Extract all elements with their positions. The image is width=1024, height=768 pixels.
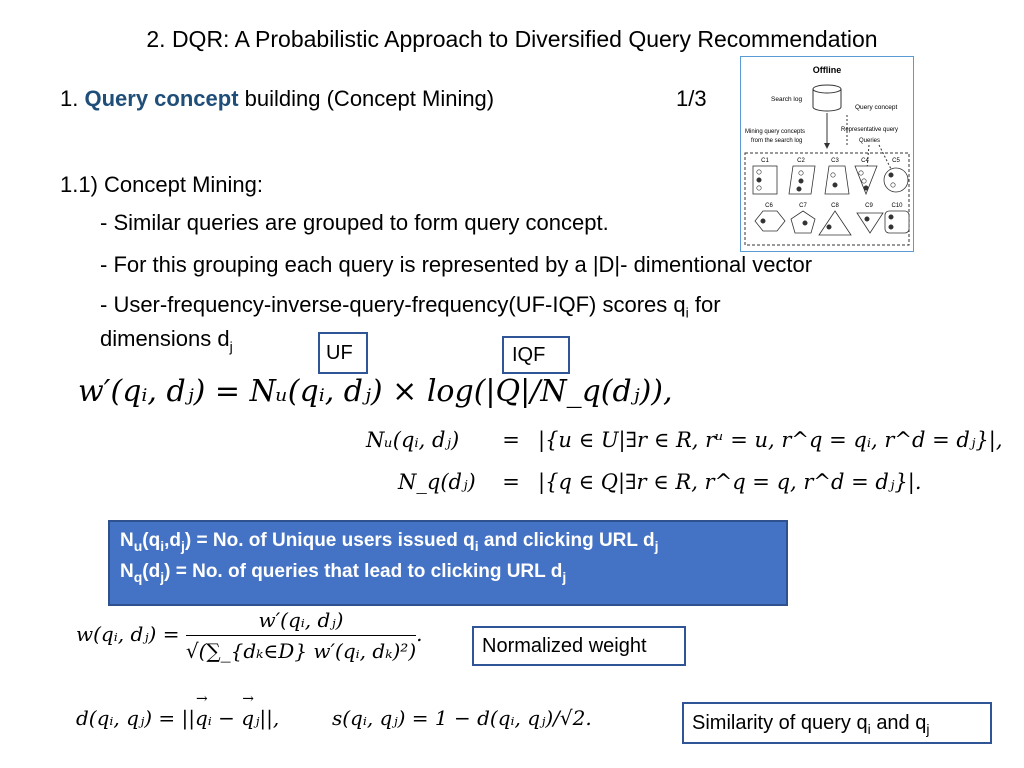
query-dot: [862, 179, 866, 183]
query-dot: [799, 171, 803, 175]
query-dot: [803, 221, 807, 225]
concept-label: C10: [891, 203, 903, 209]
section-rest: building (Concept Mining): [244, 86, 495, 111]
query-dot: [889, 225, 893, 229]
figure-mining-1: Mining query concepts: [745, 129, 806, 135]
offline-figure-svg: [741, 57, 913, 251]
bullet-dimensions-sub: j: [229, 338, 233, 355]
w-lhs: w(qᵢ, dⱼ) =: [76, 622, 180, 646]
bullet-vector: - For this grouping each query is represented by a |D|- dimentional vector: [100, 252, 813, 277]
query-dot: [889, 215, 893, 219]
query-dot: [797, 187, 801, 191]
query-dot: [859, 171, 863, 175]
concept-label: C5: [892, 158, 900, 164]
bullet-dimensions-text: dimensions d: [100, 326, 230, 351]
query-dot: [757, 170, 761, 174]
vector-qi: qᵢ →: [195, 706, 212, 730]
w-end: .: [416, 622, 423, 646]
bullet-ufiqf-text: - User-frequency-inverse-query-frequency(UF-IQF) scores q: [100, 292, 686, 317]
figure-rep-2: Queries: [859, 138, 881, 144]
section-heading: [60, 86, 494, 112]
bullet-ufiqf-sub: i: [685, 304, 689, 321]
section-number: 1.: [60, 86, 79, 111]
uf-label: UF: [318, 332, 368, 374]
concept-label: C1: [761, 158, 769, 164]
nu-formula: [366, 428, 1003, 452]
concept-label: C7: [799, 203, 807, 209]
bullet-ufiqf: [100, 292, 721, 320]
subsection-heading: 1.1) Concept Mining:: [60, 172, 263, 197]
nq-lhs: N_q(dⱼ): [398, 470, 476, 494]
concept-label: C8: [831, 203, 839, 209]
nu-equals: =: [502, 428, 520, 452]
figure-mining-2: from the search log: [751, 138, 803, 144]
d-lhs: d(qᵢ, qⱼ) = ||: [76, 706, 195, 730]
figure-search-log: Search log: [771, 96, 803, 103]
bullet-ufiqf-for: for: [694, 292, 721, 317]
concept-label: C4: [861, 158, 869, 164]
w-denominator: √(∑_{dₖ∈D} w′(qᵢ, dₖ)²): [185, 639, 417, 663]
query-dot: [761, 219, 765, 223]
offline-concept-figure: [740, 56, 914, 252]
similarity-formula: s(qᵢ, qⱼ) = 1 − d(qᵢ, qⱼ)/√2.: [331, 706, 592, 730]
w-numerator: w′(qᵢ, dⱼ): [186, 608, 416, 636]
w-prime-formula: [78, 374, 673, 409]
nq-formula: [398, 470, 922, 494]
nq-equals: =: [502, 470, 520, 494]
normalized-weight-label: Normalized weight: [472, 626, 686, 666]
distance-formula: [76, 706, 592, 730]
query-dot: [891, 183, 895, 187]
bullet-grouping: - Similar queries are grouped to form query concept.: [100, 210, 609, 235]
slide-title: 2. DQR: A Probabilistic Approach to Diversified Query Recommendation: [146, 26, 878, 52]
query-dot: [757, 186, 761, 190]
w-formula: [76, 608, 422, 663]
page-counter: 1/3: [676, 86, 707, 111]
concept-label: C2: [797, 158, 805, 164]
iqf-label: IQF: [502, 336, 570, 374]
concept-label: C6: [765, 203, 773, 209]
database-icon: [813, 85, 841, 111]
query-dot: [833, 183, 837, 187]
definition-box: [108, 520, 788, 606]
query-dot: [827, 225, 831, 229]
nu-lhs: Nᵤ(qᵢ, dⱼ): [366, 428, 460, 452]
d-minus: −: [211, 706, 242, 730]
query-dot: [865, 217, 869, 221]
w-fraction: [186, 608, 416, 663]
nq-rhs: |{q ∈ Q|∃r ∈ R, r^q = q, r^d = dⱼ}|.: [538, 470, 922, 494]
nu-rhs: |{u ∈ U|∃r ∈ R, rᵘ = u, r^q = qᵢ, r^d = dⱼ}|,: [538, 428, 1003, 452]
figure-query-concept: Query concept: [855, 104, 898, 111]
query-dot: [757, 178, 761, 182]
w-prime-lhs: w′(qᵢ, dⱼ): [78, 374, 206, 409]
definition-nq: $N_q(d_j) = No$. of queries that lead to clicking URL $d_j$: [120, 560, 567, 585]
query-dot: [799, 179, 803, 183]
section-highlight: Query concept: [84, 86, 239, 111]
query-dot: [889, 173, 893, 177]
similarity-label: Similarity of query $q_i$ and $q_j$: [682, 702, 992, 744]
query-dot: [831, 173, 835, 177]
w-prime-rhs: = Nᵤ(qᵢ, dⱼ) × log(|Q|/N_q(dⱼ)),: [214, 374, 673, 409]
vector-qj: qⱼ →: [241, 706, 259, 730]
definition-nu: $N_u(q_i,d_j) = No$. of Unique users issued $q_i$ and clicking URL $d_j$: [120, 530, 659, 554]
concept-label: C9: [865, 203, 873, 209]
bullet-dimensions: [100, 326, 233, 354]
figure-heading: Offline: [812, 65, 842, 75]
concept-label: C3: [831, 158, 839, 164]
query-dot: [864, 186, 868, 190]
figure-rep-1: Representative query: [841, 127, 899, 133]
d-end: ||,: [259, 706, 280, 730]
